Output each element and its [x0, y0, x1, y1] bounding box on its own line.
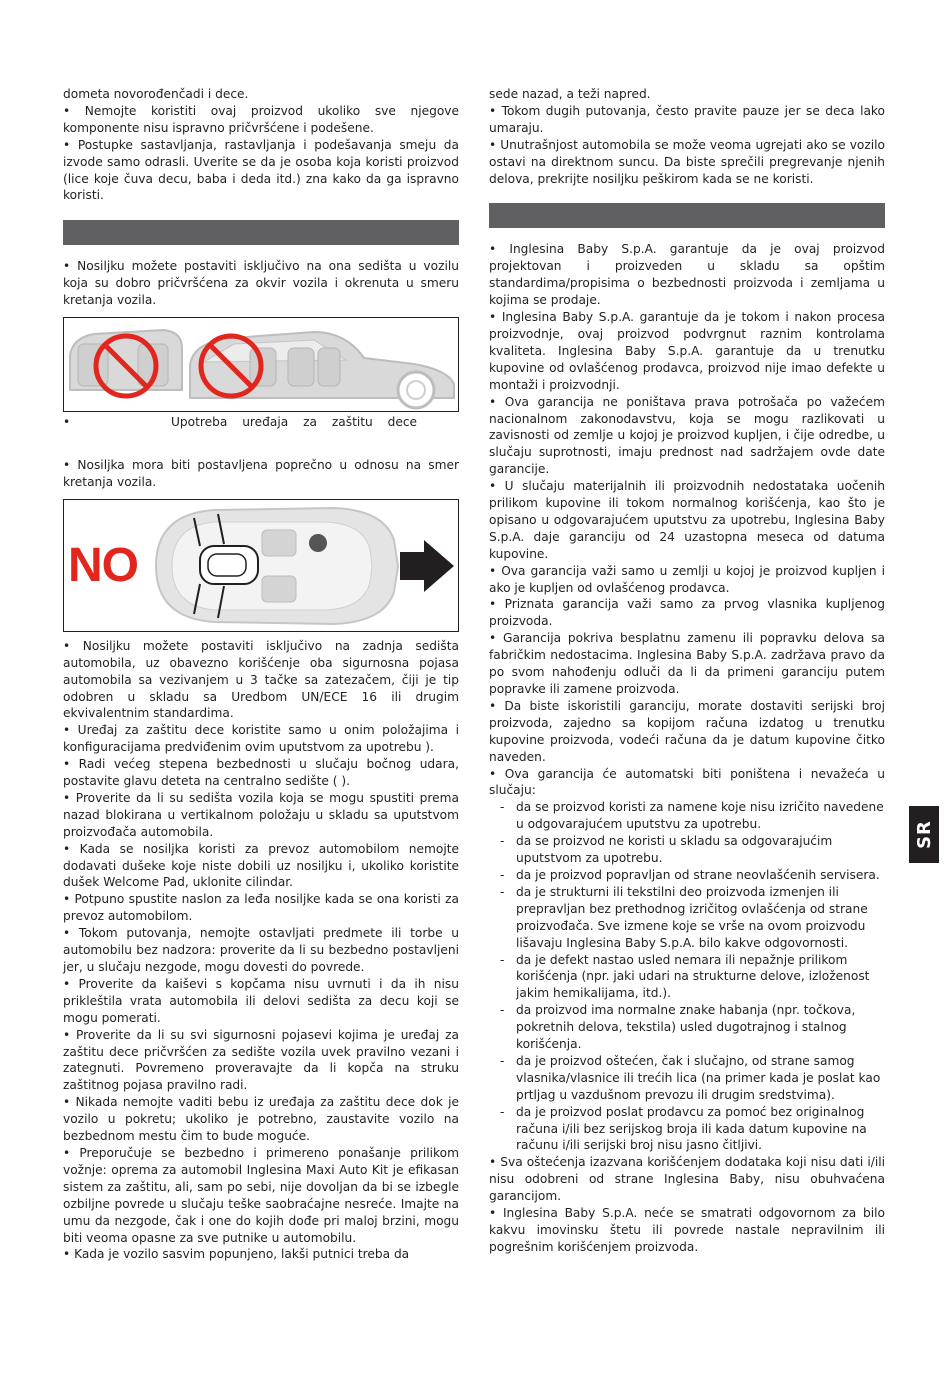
warranty-9: • Ova garancija će automatski biti poništena i nevažeća u slučaju: [489, 766, 885, 798]
car-seat-position-figure [63, 317, 459, 412]
section-bar-left [63, 220, 459, 245]
left-body-9: • Proverite da li su svi sigurnosni pojasevi kojima je uređaj za zaštitu dece pričvršćen za sedište vozila uvek pravilno vezani i zategnuti. Povremeno proveravajte da li kopča na struku zaštitnog pojasa pravilno radi. [63, 1027, 459, 1093]
void-condition-item: - da je strukturni ili tekstilni deo proizvoda izmenjen ili prepravljan bez prethodnog izričitog ovlašćenja od strane proizvođača. Sve izmene koje se vrše na ovom proizvodu lišavaju Inglesina Baby S.p.A. bilo kakve odgovornosti. [500, 884, 868, 950]
void-conditions-list [489, 799, 885, 1154]
left-intro-3: • Postupke sastavljanja, rastavljanja i podešavanja smeju da izvode samo odrasli. Uverite se da je osoba koja koristi proizvod (lice koje čuva decu, baba i deda itd.) zna kako da ga ispravno koristi. [63, 137, 459, 203]
left-column [63, 86, 459, 1263]
warranty-8: • Da biste iskoristili garanciju, morate dostaviti serijski broj proizvoda, zajedno sa kopijom računa izdatog u trenutku kupovine proizvoda, vodeći računa da je datum kupovine čitko naveden. [489, 698, 885, 764]
left-body-2: • Uređaj za zaštitu dece koristite samo u onim položajima i konfiguracijama predviđenim ovim uputstvom za upotrebu ). [63, 723, 459, 755]
left-body-5: • Kada se nosiljka koristi za prevoz automobilom nemojte dodavati dušeke koje niste dobili uz nosiljku i, ukoliko koristite dušek Welcome Pad, uklonite cilindar. [63, 841, 459, 890]
void-condition-item: - da proizvod ima normalne znake habanja (npr. točkova, pokretnih delova, tekstila) usled dugotrajnog i stalnog korišćenja. [500, 1003, 856, 1052]
void-condition-item: - da je proizvod popravljan od strane neovlašćenih servisera. [500, 867, 880, 882]
language-tab [909, 806, 939, 863]
caption-bullet: • [63, 415, 71, 430]
warranty-6: • Priznata garancija važi samo za prvog vlasnika kupljenog proizvoda. [489, 597, 885, 629]
void-condition-item: - da se proizvod ne koristi u skladu sa odgovarajućim uputstvom za upotrebu. [500, 834, 833, 866]
left-body-1: • Nosiljku možete postaviti isključivo na zadnja sedišta automobila, uz obavezno korišćenje oba sigurnosna pojasa automobila sa vezivanjem u 3 tačke sa zatezačem, čiji je tip odobren u skladu sa Uredbom UN/ECE 16 ili drugim ekvivalentnim standardima. [63, 638, 459, 721]
warranty-3: • Ova garancija ne poništava prava potrošača po važećem nacionalnom zakonodavstvu, koja se mogu razlikovati u zavisnosti od zemlje u kojoj je proizvod kupljen, i čije odredbe, u slučaju suprotnosti, imaju prednost nad sadržajem ovde date garancije. [489, 394, 885, 477]
void-condition-item: - da je proizvod poslat prodavcu za pomoć bez originalnog računa i/ili bez serijskog broja ili kada datum kupovine na računu i/ili serijski broj nisu jasno čitljivi. [500, 1104, 867, 1153]
left-body [63, 638, 459, 1264]
warranty-tail-1: • Sva oštećenja izazvana korišćenjem dodataka koji nisu dati i/ili nisu odobreni od strane Inglesina Baby, nisu obuhvaćena garancijom. [489, 1155, 885, 1204]
left-body-12: • Kada je vozilo sasvim popunjeno, lakši putnici treba da [63, 1247, 410, 1262]
left-body-4: • Proverite da li su sedišta vozila koja se mogu spustiti prema nazad blokirana u vertikalnom položaju u skladu sa uputstvom proizvođača automobila. [63, 790, 459, 839]
warranty-4: • U slučaju materijalnih ili proizvodnih nedostataka uočenih prilikom kupovine ili tokom normalnog korišćenja, kao što je opisano u odgovarajućem uputstvu za upotrebu, Inglesina Baby S.p.A. daje garanciju od 24 uzastopna meseca od datuma kupovine. [489, 479, 885, 561]
warranty-2: • Inglesina Baby S.p.A. garantuje da je tokom i nakon procesa proizvodnje, ovaj proizvod podvrgnut raznim kontrolama kvaliteta. Inglesina Baby S.p.A. garantuje da u trenutku kupovine od ovlašćenog prodavca, proizvod nije imao defekte u montaži i proizvodnji. [489, 310, 885, 392]
right-intro-1: sede nazad, a teži napred. [489, 87, 651, 101]
left-body-11: • Preporučuje se bezbedno i primereno ponašanje prilikom vožnje: oprema za automobil Inglesina Maxi Auto Kit je efikasan sistem za zaštitu, ali, sam po sebi, nije dovoljan da bi se izbegle ozbiljne povrede u slučaju teške saobraćajne nesreće. Imajte na umu da nezgode, čak i one do kojih dođe pri maloj brzini, mogu biti veoma opasne za sve putnike u automobilu. [63, 1145, 459, 1245]
arrow-right-icon [400, 540, 454, 592]
section-b-text: • Nosiljka mora biti postavljena poprečno u odnosu na smer kretanja vozila. [63, 457, 459, 489]
left-body-7: • Tokom putovanja, nemojte ostavljati predmete ili torbe u automobilu bez nadzora: proverite da li su bezbedno postavljeni jer, u slučaju nezgode, mogu dovesti do povrede. [63, 926, 459, 974]
warranty-5: • Ova garancija važi samo u zemlji u kojoj je proizvod kupljen i ako je kupljen od ovlašćenog prodavca. [489, 563, 885, 595]
void-condition-item: - da se proizvod koristi za namene koje nisu izričito navedene u odgovarajućem uputstvu za upotrebu. [500, 800, 884, 832]
left-body-8: • Proverite da kaiševi s kopčama nisu uvrnuti i da ih nisu prikleštila vrata automobila ili delovi sedišta za decu koji se mogu pomerati. [63, 976, 459, 1025]
right-intro-3: • Unutrašnjost automobila se može veoma ugrejati ako se vozilo ostavi na direktnom suncu. Da biste sprečili pregrevanje njenih delova, prekrijte nosiljku peškirom kada se ne koristi. [489, 137, 885, 186]
carrycot-orientation-figure [63, 499, 459, 632]
right-column [489, 86, 885, 1256]
figure-caption [63, 414, 459, 431]
void-condition-item: - da je defekt nastao usled nemara ili nepažnje prilikom korišćenja (npr. jaki udari na strukturne delove, izloženost jakim hemikalijama, itd.). [500, 952, 870, 1001]
right-intro-2: • Tokom dugih putovanja, često pravite pauze jer se deca lako umaraju. [489, 103, 885, 135]
left-body-3: • Radi većeg stepena bezbednosti u slučaju bočnog udara, postavite glavu deteta na centralno sedište ( ). [63, 757, 459, 789]
warranty-tail-2: • Inglesina Baby S.p.A. neće se smatrati odgovornom za bilo kakvu imovinsku štetu ili povrede nastale nepravilnim ili pogrešnim korišćenjem proizvoda. [489, 1206, 885, 1254]
section-bar-right [489, 203, 885, 228]
language-tab-label: SR [913, 820, 935, 849]
car-top-view [64, 500, 459, 631]
car-silhouette-prohibited-seats [64, 318, 459, 411]
left-body-10: • Nikada nemojte vaditi bebu iz uređaja za zaštitu dece dok je vozilo u pokretu; ukoliko je potrebno, zaustavite vozilo na bezbednom mestu čim to bude moguće. [63, 1095, 459, 1144]
left-body-6: • Potpuno spustite naslon za leđa nosiljke kada se ona koristi za prevoz automobilom. [63, 892, 459, 924]
left-intro-1: dometa novorođenčadi i dece. [63, 87, 249, 101]
warranty-section [489, 241, 885, 1255]
no-label: NO [68, 538, 138, 592]
warranty-1: • Inglesina Baby S.p.A. garantuje da je ovaj proizvod projektovan i proizveden u skladu sa opštim standardima/propisima o bezbednosti proizvoda i zemljama u kojima se prodaje. [489, 242, 885, 308]
section-a-text: • Nosiljku možete postaviti isključivo na ona sedišta u vozilu koja su dobro pričvršćena za okvir vozila i okrenuta u smeru kretanja vozila. [63, 259, 459, 308]
void-condition-item: - da je proizvod oštećen, čak i slučajno, od strane samog vlasnika/vlasnice ili trećih lica (na primer kada je poslat kao prtljag u vazdušnom prevozu ili drugim sredstvima). [500, 1053, 881, 1102]
caption-text: Upotreba uređaja za zaštitu dece [171, 415, 418, 430]
warranty-7: • Garancija pokriva besplatnu zamenu ili popravku delova sa fabričkim nedostacima. Inglesina Baby S.p.A. zadržava pravo da po svom nahođenju odluči da li da primeni garanciju putem popravke ili zamene proizvoda. [489, 631, 885, 696]
left-intro-2: • Nemojte koristiti ovaj proizvod ukoliko sve njegove komponente nisu ispravno pričvršćene i podešene. [63, 103, 459, 135]
